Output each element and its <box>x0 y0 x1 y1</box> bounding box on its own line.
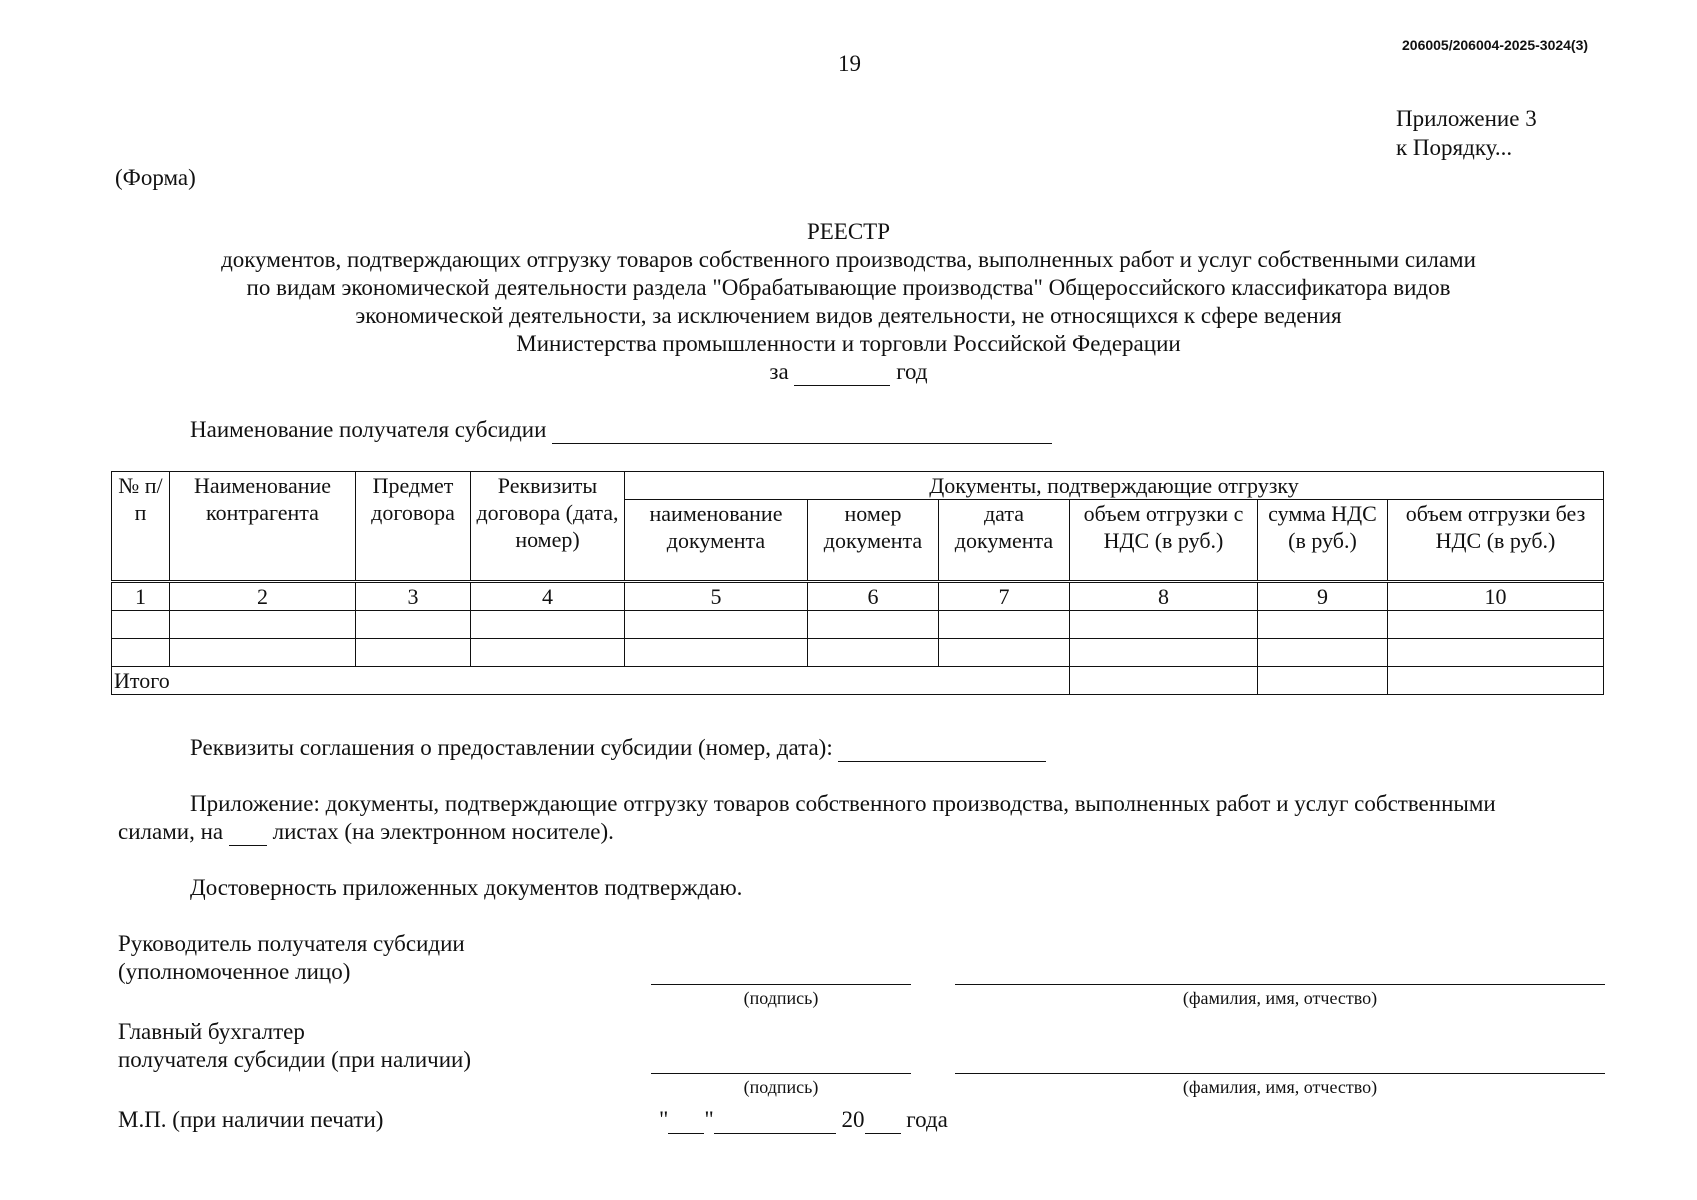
col-header-vat-amount: сумма НДС (в руб.) <box>1258 500 1388 582</box>
table-cell[interactable] <box>1258 639 1388 667</box>
total-row <box>112 667 1604 695</box>
col-header-doc-date: дата документа <box>939 500 1070 582</box>
form-label: (Форма) <box>115 165 196 190</box>
head-name-caption: (фамилия, имя, отчество) <box>1182 988 1378 1008</box>
head-signature-caption: (подпись) <box>743 988 819 1008</box>
year-prefix: за <box>769 359 789 384</box>
col-group-header-shipment-docs: Документы, подтверждающие отгрузку <box>625 472 1604 500</box>
date-year-blank[interactable] <box>865 1111 901 1134</box>
col-header-contract-details: Реквизиты договора (дата, номер) <box>471 472 625 582</box>
table-cell[interactable] <box>170 639 356 667</box>
column-number: 1 <box>112 582 170 611</box>
column-number: 10 <box>1388 582 1604 611</box>
title-line-1: документов, подтверждающих отгрузку товаров собственного производства, выполненных работ и услуг собственными силами <box>221 247 1476 272</box>
table-cell[interactable] <box>112 611 170 639</box>
accountant-title-line-2: получателя субсидии (при наличии) <box>118 1047 471 1072</box>
col-header-volume-without-vat: объем отгрузки без НДС (в руб.) <box>1388 500 1604 582</box>
table-cell[interactable] <box>939 611 1070 639</box>
column-number: 4 <box>471 582 625 611</box>
date-close-quote: " <box>704 1107 714 1132</box>
col-header-volume-with-vat: объем отгрузки с НДС (в руб.) <box>1070 500 1258 582</box>
table-cell[interactable] <box>112 639 170 667</box>
table-cell[interactable] <box>625 611 808 639</box>
attachment-prefix: силами, на <box>118 819 224 844</box>
date-century: 20 <box>841 1107 865 1132</box>
column-number: 3 <box>356 582 471 611</box>
accountant-title-line-1: Главный бухгалтер <box>118 1019 305 1044</box>
recipient-name-blank[interactable] <box>552 421 1052 444</box>
total-volume-without-vat[interactable] <box>1388 667 1604 695</box>
col-header-doc-number: номер документа <box>808 500 939 582</box>
col-header-contract-subject: Предмет договора <box>356 472 471 582</box>
recipient-label: Наименование получателя субсидии <box>190 417 547 442</box>
table-cell[interactable] <box>471 611 625 639</box>
col-header-number: № п/п <box>112 472 170 582</box>
stamp-label: М.П. (при наличии печати) <box>118 1107 384 1132</box>
date-day-blank[interactable] <box>668 1111 704 1134</box>
recipient-row <box>190 416 1052 444</box>
date-row <box>659 1106 948 1134</box>
date-open-quote: " <box>659 1107 669 1132</box>
table-cell[interactable] <box>1070 611 1258 639</box>
table-cell[interactable] <box>1388 611 1604 639</box>
accountant-name-caption: (фамилия, имя, отчество) <box>1182 1077 1378 1097</box>
appendix-reference: к Порядку... <box>1396 135 1513 160</box>
year-line <box>0 358 1697 386</box>
table-cell[interactable] <box>1258 611 1388 639</box>
year-suffix: год <box>896 359 928 384</box>
sheet-count-blank[interactable] <box>229 823 267 846</box>
table-cell[interactable] <box>808 639 939 667</box>
page-number: 19 <box>838 51 861 76</box>
table-row <box>112 611 1604 639</box>
column-numbers-row <box>112 582 1604 611</box>
col-header-doc-name: наименование документа <box>625 500 808 582</box>
title-line-2: по видам экономической деятельности раздела "Обрабатывающие производства" Общероссийского классификатора видов <box>246 275 1451 300</box>
table-cell[interactable] <box>356 611 471 639</box>
register-table <box>111 471 1604 695</box>
appendix-label: Приложение 3 <box>1396 106 1537 131</box>
head-title-line-1: Руководитель получателя субсидии <box>118 931 465 956</box>
table-header-row <box>112 472 1604 500</box>
table-cell[interactable] <box>625 639 808 667</box>
agreement-blank[interactable] <box>838 739 1046 762</box>
agreement-row <box>190 734 1046 762</box>
confirmation-text: Достоверность приложенных документов подтверждаю. <box>190 875 743 900</box>
table-cell[interactable] <box>1070 639 1258 667</box>
attachment-line-1: Приложение: документы, подтверждающие отгрузку товаров собственного производства, выполненных работ и услуг собственными <box>190 791 1496 816</box>
table-cell[interactable] <box>939 639 1070 667</box>
total-label: Итого <box>112 667 1070 695</box>
document-heading: РЕЕСТР <box>806 219 891 244</box>
head-name-line[interactable] <box>955 984 1605 985</box>
attachment-suffix: листах (на электронном носителе). <box>272 819 614 844</box>
date-suffix: года <box>906 1107 948 1132</box>
table-row <box>112 639 1604 667</box>
accountant-signature-caption: (подпись) <box>743 1077 819 1097</box>
title-line-3: экономической деятельности, за исключением видов деятельности, не относящихся к сфере ведения <box>355 303 1342 328</box>
title-line-4: Министерства промышленности и торговли Российской Федерации <box>516 331 1181 356</box>
table-cell[interactable] <box>471 639 625 667</box>
column-number: 5 <box>625 582 808 611</box>
year-blank[interactable] <box>794 363 890 386</box>
head-title-line-2: (уполномоченное лицо) <box>118 959 351 984</box>
table-cell[interactable] <box>170 611 356 639</box>
column-number: 9 <box>1258 582 1388 611</box>
agreement-label: Реквизиты соглашения о предоставлении субсидии (номер, дата): <box>190 735 833 760</box>
accountant-signature-line[interactable] <box>651 1073 911 1074</box>
total-volume-with-vat[interactable] <box>1070 667 1258 695</box>
table-cell[interactable] <box>1388 639 1604 667</box>
total-vat-amount[interactable] <box>1258 667 1388 695</box>
accountant-name-line[interactable] <box>955 1073 1605 1074</box>
column-number: 2 <box>170 582 356 611</box>
document-number: 206005/206004-2025-3024(3) <box>1402 37 1589 53</box>
column-number: 8 <box>1070 582 1258 611</box>
table-cell[interactable] <box>356 639 471 667</box>
attachment-line-2 <box>118 818 614 846</box>
col-header-counterparty: Наименование контрагента <box>170 472 356 582</box>
head-signature-line[interactable] <box>651 984 911 985</box>
table-cell[interactable] <box>808 611 939 639</box>
date-month-blank[interactable] <box>714 1111 836 1134</box>
column-number: 6 <box>808 582 939 611</box>
column-number: 7 <box>939 582 1070 611</box>
